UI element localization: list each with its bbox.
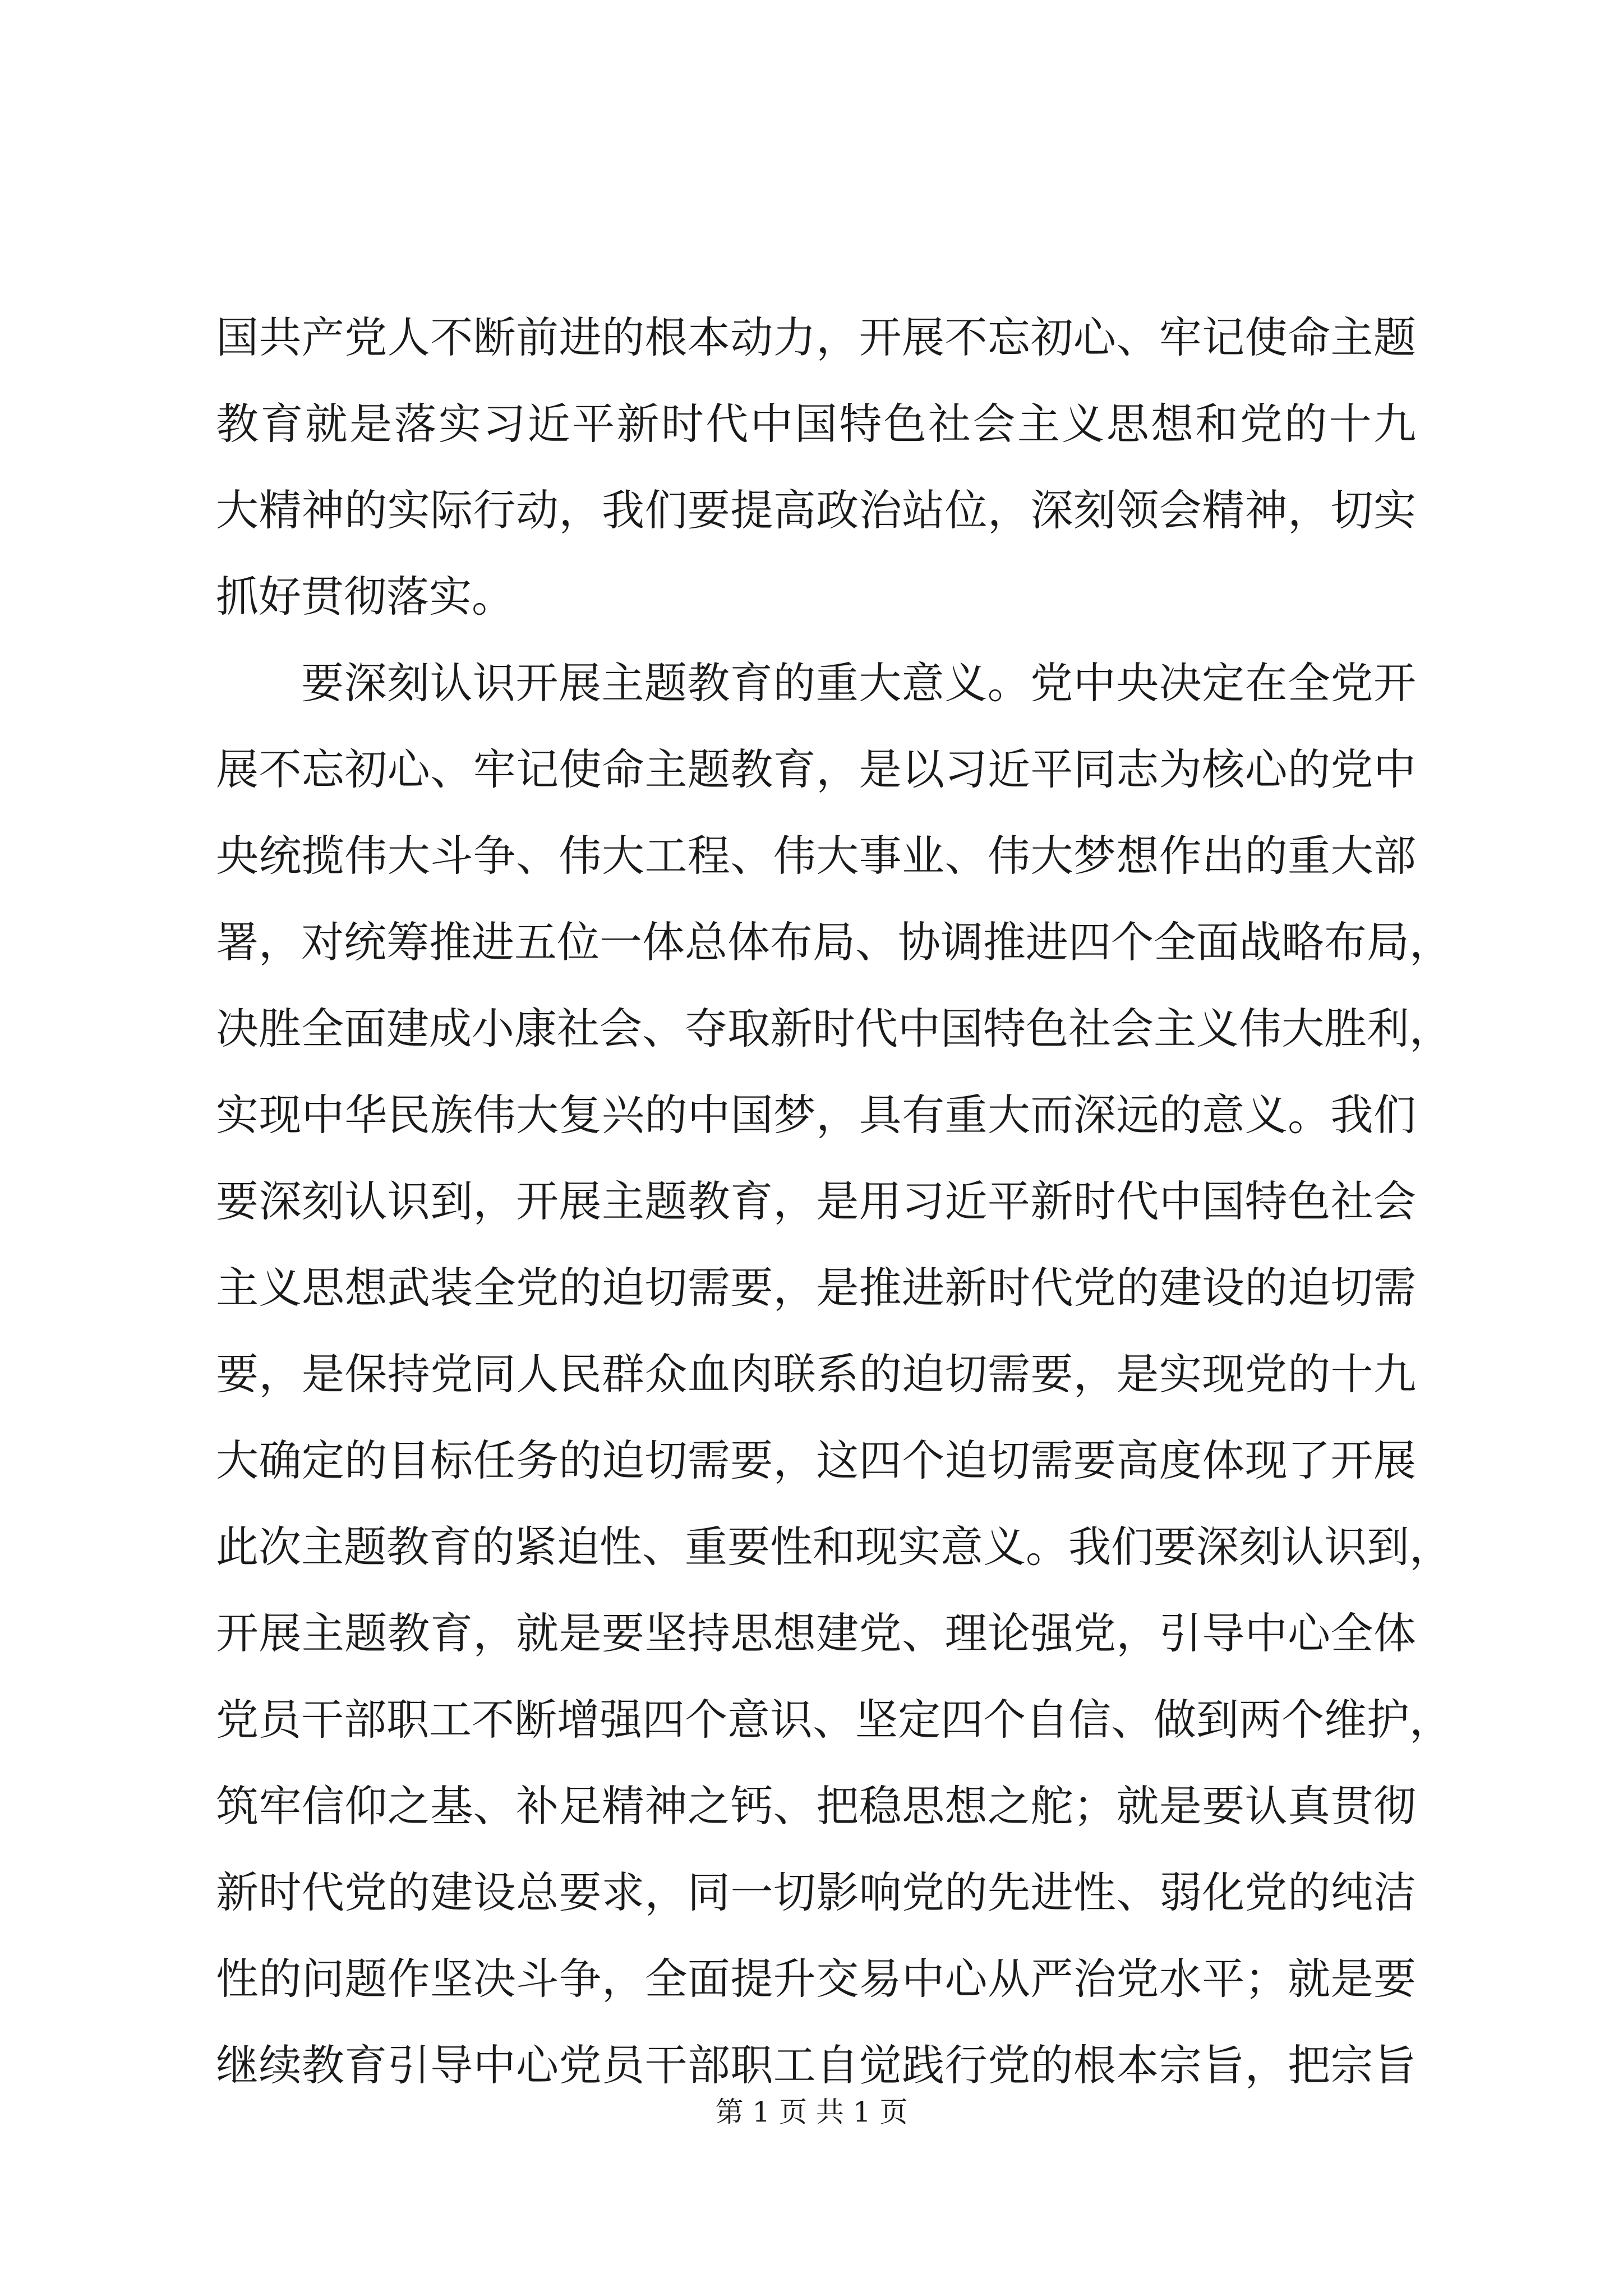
paragraph xyxy=(216,640,1452,2109)
text-line: 大确定的目标任务的迫切需要，这四个迫切需要高度体现了开展 xyxy=(216,1435,1416,1485)
text-line: 开展主题教育，就是要坚持思想建党、理论强党，引导中心全体 xyxy=(216,1608,1416,1658)
text-line: 实现中华民族伟大复兴的中国梦，具有重大而深远的意义。我们 xyxy=(216,1090,1416,1140)
text-line: 继续教育引导中心党员干部职工自觉践行党的根本宗旨，把宗旨 xyxy=(216,2040,1416,2090)
text-line: 性的问题作坚决斗争，全面提升交易中心从严治党水平；就是要 xyxy=(216,1954,1416,2004)
text-line: 抓好贯彻落实。 xyxy=(216,572,514,622)
text-line: 此次主题教育的紧迫性、重要性和现实意义。我们要深刻认识到， xyxy=(216,1522,1452,1572)
text-line: 要，是保持党同人民群众血肉联系的迫切需要，是实现党的十九 xyxy=(216,1349,1416,1399)
text-line: 筑牢信仰之基、补足精神之钙、把稳思想之舵；就是要认真贯彻 xyxy=(216,1781,1416,1831)
text-line: 署，对统筹推进五位一体总体布局、协调推进四个全面战略布局， xyxy=(216,917,1452,967)
page-footer: 第 1 页 共 1 页 xyxy=(715,2096,908,2128)
paragraph xyxy=(216,295,1416,640)
text-line: 央统揽伟大斗争、伟大工程、伟大事业、伟大梦想作出的重大部 xyxy=(216,831,1416,881)
text-line: 决胜全面建成小康社会、夺取新时代中国特色社会主义伟大胜利， xyxy=(216,1004,1452,1053)
text-line: 党员干部职工不断增强四个意识、坚定四个自信、做到两个维护， xyxy=(216,1695,1452,1745)
text-line: 新时代党的建设总要求，同一切影响党的先进性、弱化党的纯洁 xyxy=(216,1867,1416,1917)
text-line: 教育就是落实习近平新时代中国特色社会主义思想和党的十九 xyxy=(216,399,1416,449)
text-line: 主义思想武装全党的迫切需要，是推进新时代党的建设的迫切需 xyxy=(216,1263,1416,1313)
text-line: 展不忘初心、牢记使命主题教育，是以习近平同志为核心的党中 xyxy=(216,744,1416,794)
text-line: 国共产党人不断前进的根本动力，开展不忘初心、牢记使命主题 xyxy=(216,312,1416,362)
text-line: 要深刻认识开展主题教育的重大意义。党中央决定在全党开 xyxy=(301,658,1416,708)
body-text xyxy=(216,295,1452,2109)
text-line: 大精神的实际行动，我们要提高政治站位，深刻领会精神，切实 xyxy=(216,485,1416,535)
text-line: 要深刻认识到，开展主题教育，是用习近平新时代中国特色社会 xyxy=(216,1176,1416,1226)
